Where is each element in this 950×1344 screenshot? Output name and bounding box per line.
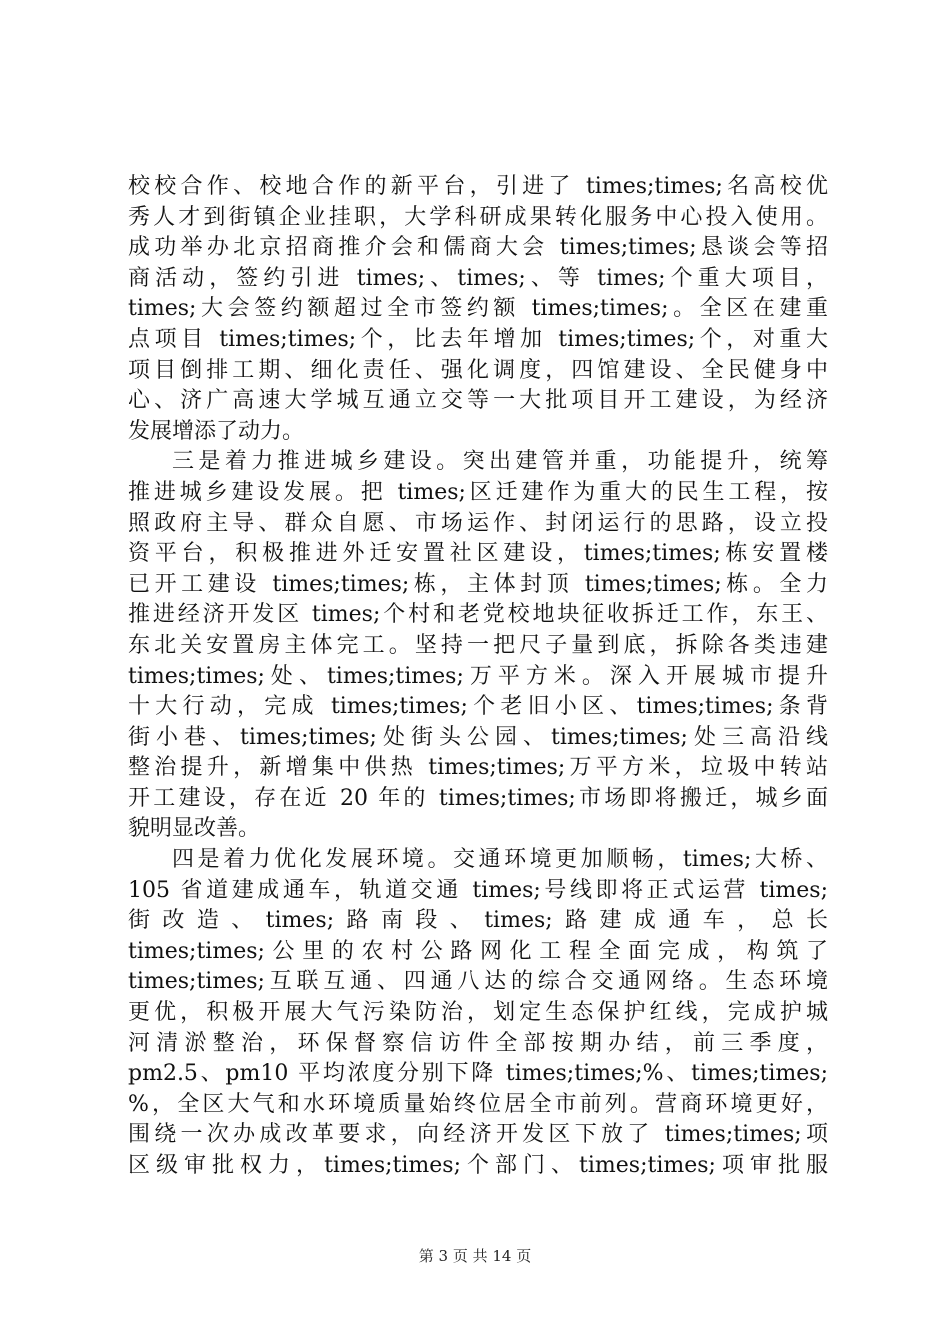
- text-line: 校校合作、校地合作的新平台，引进了 times;times;名高校优: [128, 174, 828, 199]
- text-line: 十大行动，完成 times;times;个老旧小区、times;times;条背: [128, 694, 828, 720]
- text-line: 整治提升，新增集中供热 times;times;万平方米，垃圾中转站: [128, 755, 828, 781]
- text-line: 成功举办北京招商推介会和儒商大会 times;times;恳谈会等招: [128, 235, 828, 261]
- text-line: 围绕一次办成改革要求，向经济开发区下放了 times;times;项: [128, 1122, 828, 1148]
- text-line: 貌明显改善。: [128, 816, 261, 842]
- text-line: 心、济广高速大学城互通立交等一大批项目开工建设，为经济: [128, 388, 828, 414]
- paragraph-start-line: 三是着力推进城乡建设。突出建管并重，功能提升，统筹: [172, 449, 828, 475]
- text-line: 105 省道建成通车，轨道交通 times;号线即将正式运营 times;: [128, 877, 828, 903]
- text-line: pm2.5、pm10 平均浓度分别下降 times;times;%、times;times;: [128, 1061, 828, 1087]
- text-line: 更优，积极开展大气污染防治，划定生态保护红线，完成护城: [128, 1000, 828, 1026]
- text-line: 秀人才到街镇企业挂职，大学科研成果转化服务中心投入使用。: [128, 204, 828, 230]
- text-line: 推进经济开发区 times;个村和老党校地块征收拆迁工作，东王、: [128, 602, 828, 628]
- page-number-footer: 第 3 页 共 14 页: [418, 1247, 532, 1265]
- text-line: 街小巷、times;times;处街头公园、times;times;处三高沿线: [128, 724, 828, 750]
- text-line: 东北关安置房主体完工。坚持一把尺子量到底，拆除各类违建: [128, 632, 828, 658]
- text-line: 开工建设，存在近 20 年的 times;times;市场即将搬迁，城乡面: [128, 785, 828, 811]
- text-line: 照政府主导、群众自愿、市场运作、封闭运行的思路，设立投: [128, 510, 828, 536]
- text-line: 项目倒排工期、细化责任、强化调度，四馆建设、全民健身中: [128, 357, 828, 383]
- text-line: 街改造、times;路南段、times;路建成通车，总长: [128, 908, 828, 934]
- text-line: times;times;公里的农村公路网化工程全面完成，构筑了: [128, 938, 828, 964]
- text-line: times;times;互联互通、四通八达的综合交通网络。生态环境: [128, 969, 828, 995]
- text-line: 点项目 times;times;个，比去年增加 times;times;个，对重大: [128, 326, 828, 352]
- document-body: [128, 172, 828, 1182]
- text-line: 发展增添了动力。: [128, 418, 305, 444]
- text-line: times;大会签约额超过全市签约额 times;times;。全区在建重: [128, 296, 828, 322]
- text-line: times;times;处、times;times;万平方米。深入开展城市提升: [128, 663, 828, 689]
- text-line: 商活动，签约引进 times;、times;、等 times;个重大项目，: [128, 265, 828, 291]
- text-line: %，全区大气和水环境质量始终位居全市前列。营商环境更好，: [128, 1091, 828, 1117]
- text-line: 河清淤整治，环保督察信访件全部按期办结，前三季度，: [128, 1030, 828, 1056]
- paragraph-start-line: 四是着力优化发展环境。交通环境更加顺畅，times;大桥、: [172, 847, 828, 873]
- text-line: 区级审批权力，times;times;个部门、times;times;项审批服: [128, 1153, 828, 1178]
- text-line: 已开工建设 times;times;栋，主体封顶 times;times;栋。全力: [128, 571, 828, 597]
- text-line: 推进城乡建设发展。把 times;区迁建作为重大的民生工程，按: [128, 479, 828, 505]
- text-line: 资平台，积极推进外迁安置社区建设，times;times;栋安置楼: [128, 541, 828, 567]
